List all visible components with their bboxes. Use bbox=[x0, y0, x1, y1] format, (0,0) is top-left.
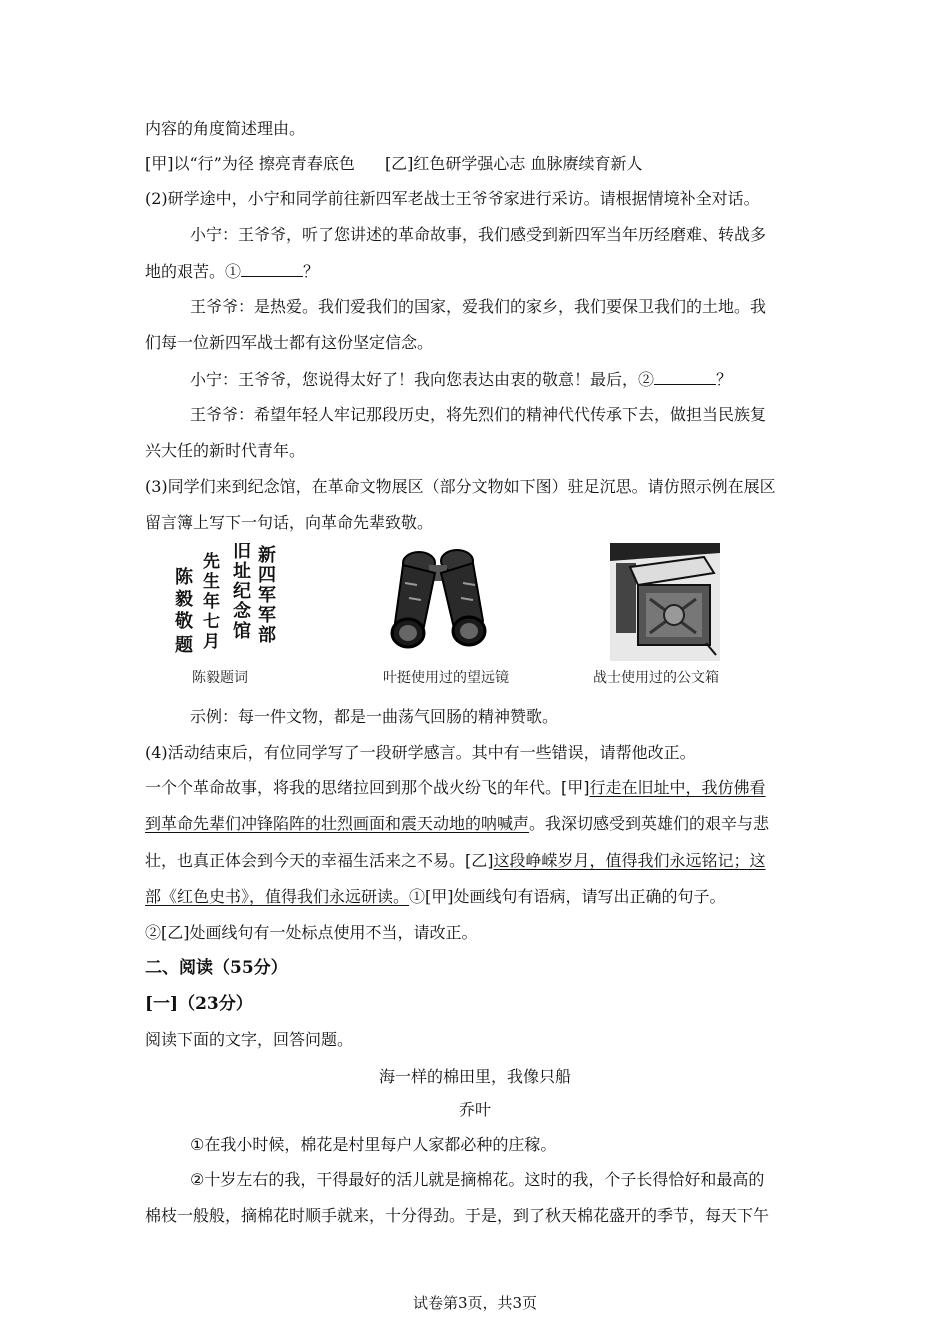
svg-text:四: 四 bbox=[258, 565, 276, 586]
paragraph: ②十岁左右的我，干得最好的活儿就是摘棉花。这时的我，个子长得恰好和最高的 bbox=[190, 1170, 765, 1189]
svg-text:馆: 馆 bbox=[233, 621, 251, 642]
text-line bbox=[145, 153, 643, 175]
svg-text:纪: 纪 bbox=[233, 581, 251, 602]
svg-text:毅: 毅 bbox=[175, 589, 193, 610]
answer-blank-1[interactable] bbox=[241, 260, 303, 277]
calligraphy-icon bbox=[170, 543, 285, 661]
question-2: (2)研学途中，小宁和同学前往新四军老战士王爷爷家进行采访。请根据情境补全对话。 bbox=[145, 189, 760, 208]
figure-caption: 陈毅题词 bbox=[192, 670, 248, 686]
svg-text:部: 部 bbox=[258, 625, 276, 646]
document-box-image bbox=[610, 543, 720, 661]
svg-text:军: 军 bbox=[258, 605, 276, 626]
dialogue-line: 们每一位新四军战士都有这份坚定信念。 bbox=[145, 333, 434, 352]
answer-blank-2[interactable] bbox=[654, 368, 716, 385]
figure-caption: 叶挺使用过的望远镜 bbox=[383, 670, 509, 686]
sub-question: ②[乙]处画线句有一处标点使用不当，请改正。 bbox=[145, 923, 478, 942]
dialogue-line: 兴大任的新时代青年。 bbox=[145, 441, 306, 460]
svg-text:址: 址 bbox=[233, 561, 251, 582]
svg-text:敬: 敬 bbox=[175, 611, 193, 632]
question-3: (3)同学们来到纪念馆，在革命文物展区（部分文物如下图）驻足沉思。请仿照示例在展区 bbox=[145, 477, 776, 496]
svg-text:月: 月 bbox=[203, 632, 220, 652]
document-box-icon bbox=[610, 543, 720, 661]
svg-text:生: 生 bbox=[203, 572, 220, 592]
dialogue-line: 王爷爷：希望年轻人牢记那段历史，将先烈们的精神代代传承下去，做担当民族复 bbox=[190, 405, 767, 424]
essay-line: 部《红色史书》，值得我们永远研读。①[甲]处画线句有语病，请写出正确的句子。 bbox=[145, 887, 726, 906]
dialogue-line: 小宁：王爷爷，您说得太好了！我向您表达由衷的敬意！最后，② ？ bbox=[190, 370, 733, 389]
question-3: 留言簿上写下一句话，向革命先辈致敬。 bbox=[145, 513, 434, 532]
section-heading: 二、阅读（55分） bbox=[145, 958, 288, 978]
paragraph: ①在我小时候，棉花是村里每户人家都必种的庄稼。 bbox=[190, 1135, 557, 1154]
title-option-b: [乙]红色研学强心志 血脉赓续育新人 bbox=[384, 154, 643, 173]
paragraph: 棉枝一般般，摘棉花时顺手就来，十分得劲。于是，到了秋天棉花盛开的季节，每天下午 bbox=[145, 1206, 770, 1225]
dialogue-line: 王爷爷：是热爱。我们爱我们的国家，爱我们的家乡，我们要保卫我们的土地。我 bbox=[190, 297, 767, 316]
svg-text:旧: 旧 bbox=[233, 543, 251, 562]
svg-text:陈: 陈 bbox=[175, 567, 193, 588]
dialogue-line: 地的艰苦。① ？ bbox=[145, 262, 320, 281]
binoculars-image bbox=[383, 543, 493, 661]
svg-text:先: 先 bbox=[203, 552, 220, 572]
essay-line: 一个个革命故事，将我的思绪拉回到那个战火纷飞的年代。[甲]行走在旧址中，我仿佛看 bbox=[145, 778, 766, 797]
instruction: 阅读下面的文字，回答问题。 bbox=[145, 1030, 354, 1049]
svg-text:军: 军 bbox=[258, 585, 276, 606]
underlined-sentence-b: 这段峥嵘岁月，值得我们永远铭记；这 bbox=[493, 851, 766, 870]
svg-text:念: 念 bbox=[233, 601, 251, 622]
binoculars-icon bbox=[383, 543, 493, 661]
part-heading: [一]（23分） bbox=[145, 994, 253, 1014]
article-author: 乔叶 bbox=[458, 1100, 491, 1119]
figure-caption: 战士使用过的公文箱 bbox=[593, 670, 719, 686]
svg-text:年: 年 bbox=[203, 592, 220, 612]
question-4: (4)活动结束后，有位同学写了一段研学感言。其中有一些错误，请帮他改正。 bbox=[145, 743, 696, 762]
underlined-sentence-b: 部《红色史书》，值得我们永远研读。 bbox=[145, 887, 410, 906]
article-title: 海一样的棉田里，我像只船 bbox=[378, 1067, 571, 1086]
text-line: 内容的角度简述理由。 bbox=[145, 119, 306, 138]
essay-line: 到革命先辈们冲锋陷阵的壮烈画面和震天动地的呐喊声。我深切感受到英雄们的艰辛与悲 bbox=[145, 814, 770, 833]
underlined-sentence-a: 到革命先辈们冲锋陷阵的壮烈画面和震天动地的呐喊声 bbox=[145, 814, 530, 833]
example-line: 示例：每一件文物，都是一曲荡气回肠的精神赞歌。 bbox=[190, 707, 559, 726]
svg-text:题: 题 bbox=[175, 635, 193, 656]
page-footer: 试卷第3页，共3页 bbox=[412, 1294, 538, 1312]
title-option-a: [甲]以“行”为径 擦亮青春底色 bbox=[145, 154, 355, 173]
svg-text:新: 新 bbox=[258, 545, 276, 566]
essay-line: 壮，也真正体会到今天的幸福生活来之不易。[乙]这段峥嵘岁月，值得我们永远铭记；这 bbox=[145, 851, 766, 870]
underlined-sentence-a: 行走在旧址中，我仿佛看 bbox=[589, 778, 766, 797]
calligraphy-image bbox=[170, 543, 285, 661]
svg-text:七: 七 bbox=[203, 612, 220, 632]
dialogue-line: 小宁：王爷爷，听了您讲述的革命故事，我们感受到新四军当年历经磨难、转战多 bbox=[190, 225, 767, 244]
